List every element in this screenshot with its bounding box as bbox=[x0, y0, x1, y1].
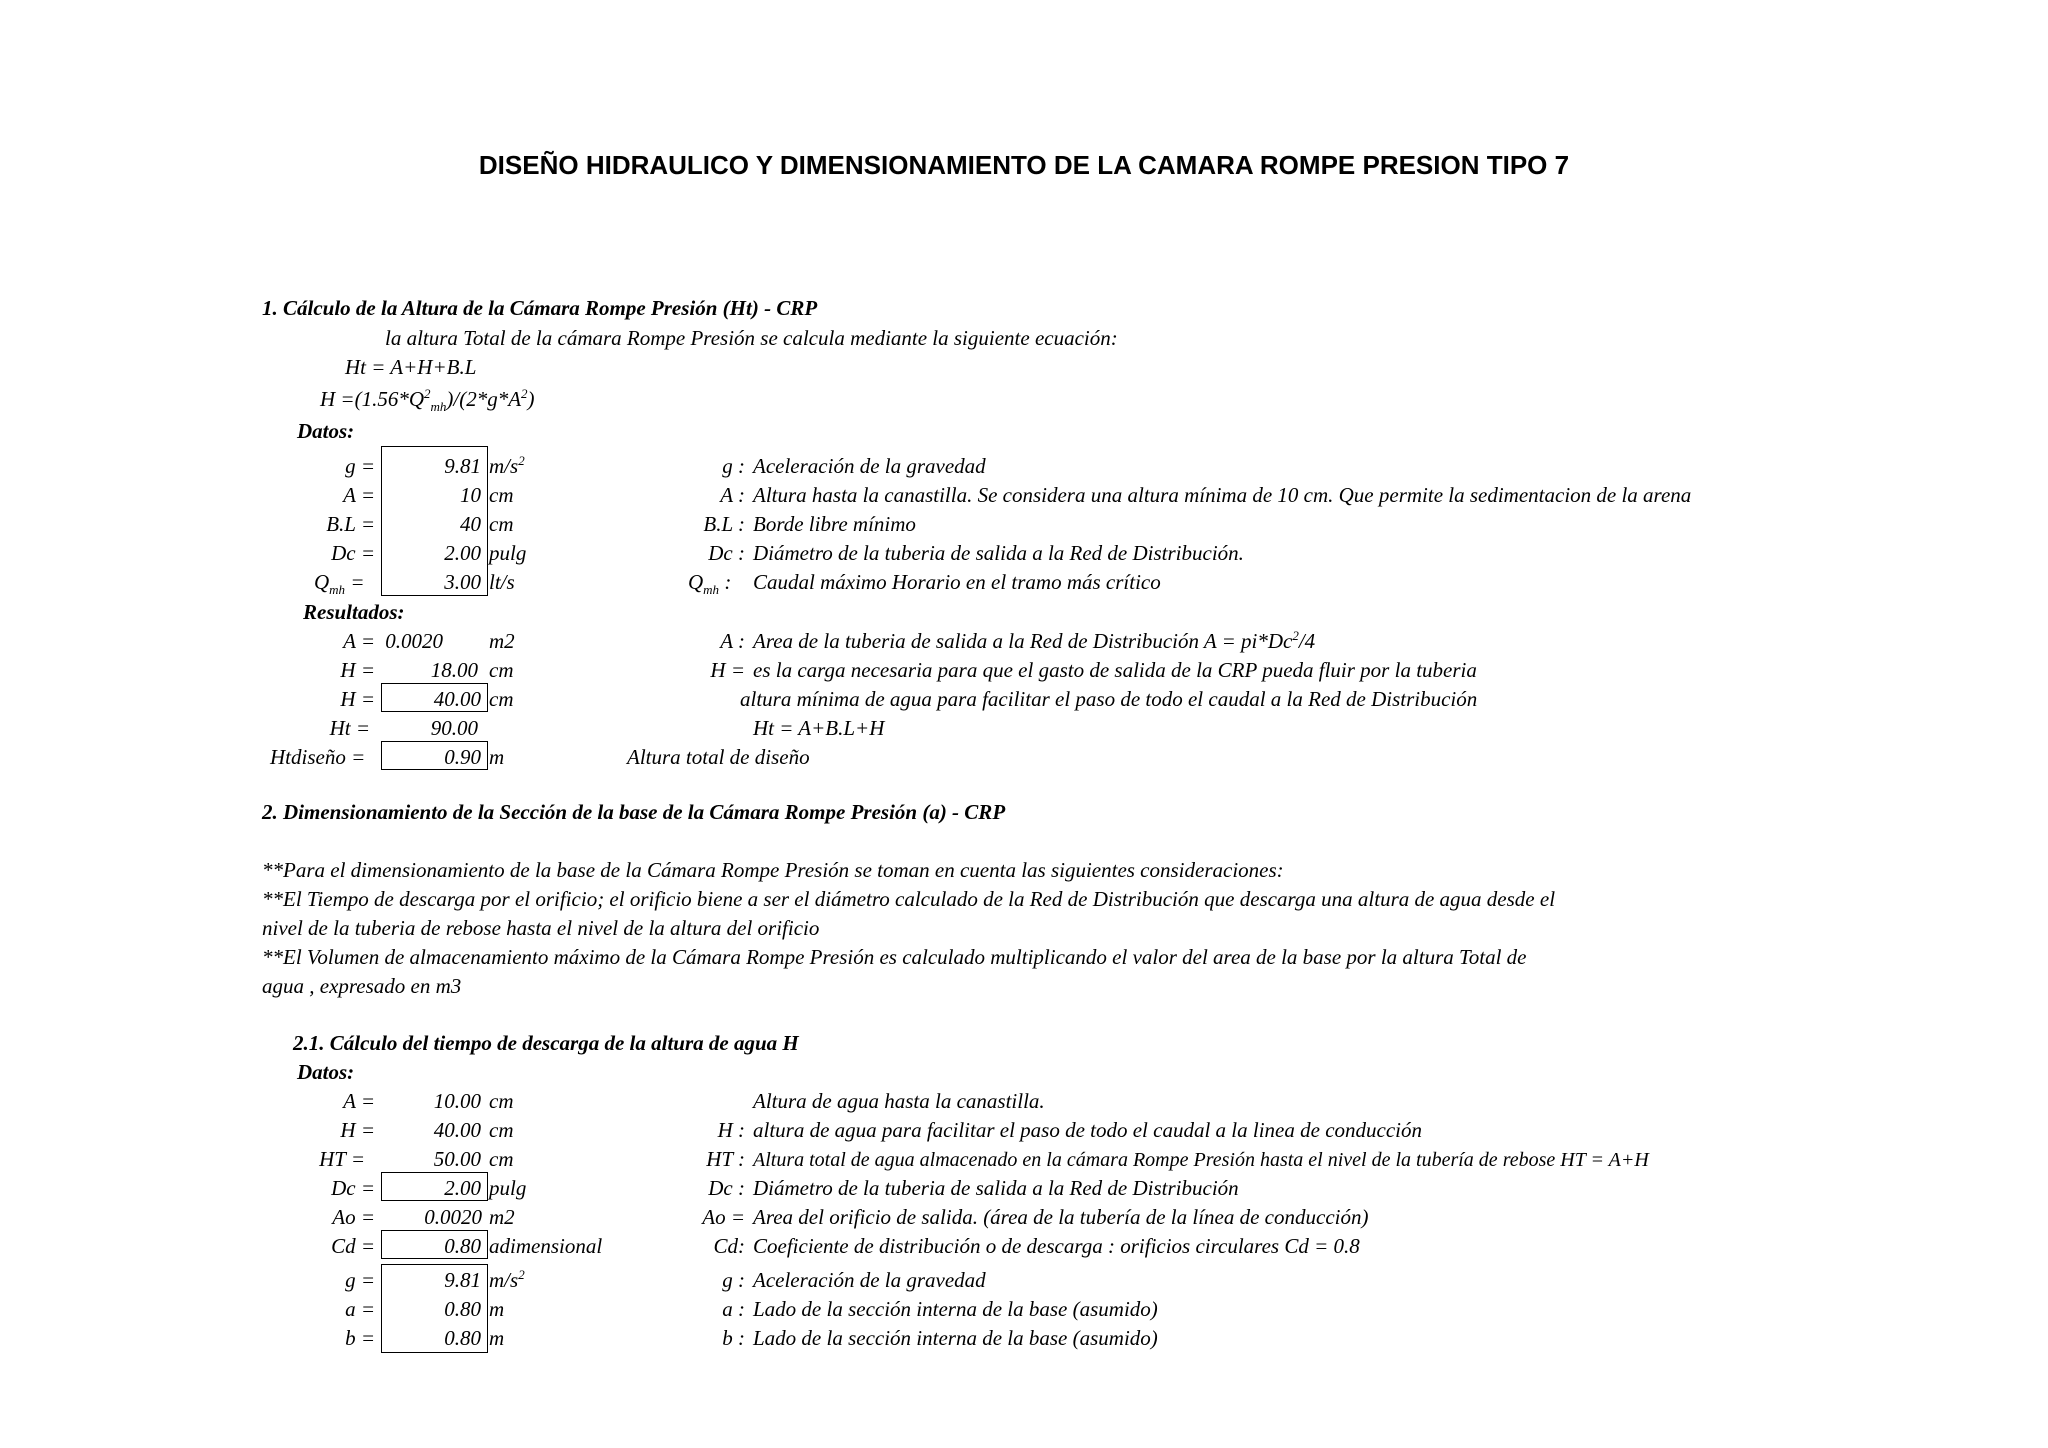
row-value: 9.81 bbox=[444, 454, 481, 478]
unit-text: m/s bbox=[489, 1268, 519, 1292]
row-unit: cm bbox=[489, 483, 514, 507]
label-eq: = bbox=[350, 570, 365, 594]
row-value: 90.00 bbox=[430, 716, 478, 740]
datos-label: Datos: bbox=[297, 419, 355, 443]
section-1-heading: 1. Cálculo de la Altura de la Cámara Rompe Presión (Ht) - CRP bbox=[262, 296, 818, 320]
row-symbol: HT : bbox=[706, 1147, 745, 1171]
row-label: Dc = bbox=[331, 541, 375, 565]
row-value: 0.80 bbox=[444, 1234, 481, 1258]
row-symbol: Dc : bbox=[708, 541, 745, 565]
row-label: Ao = bbox=[332, 1205, 375, 1229]
row-description: altura de agua para facilitar el paso de todo el caudal a la linea de conducción bbox=[753, 1118, 1422, 1142]
row-value: 18.00 bbox=[430, 658, 478, 682]
row-unit: cm bbox=[489, 1118, 514, 1142]
row-label: a = bbox=[345, 1297, 375, 1321]
row-description: Area del orificio de salida. (área de la tubería de la línea de conducción) bbox=[753, 1205, 1369, 1229]
eq-h-sub: mh bbox=[430, 399, 447, 415]
row-unit: cm bbox=[489, 1089, 514, 1113]
section-2-note: **Para el dimensionamiento de la base de la Cámara Rompe Presión se toman en cuenta las siguientes consideraciones: bbox=[262, 858, 1284, 882]
row-description: Aceleración de la gravedad bbox=[753, 454, 986, 478]
eq-h-part2: )/(2*g*A bbox=[446, 387, 522, 411]
row-label: H = bbox=[340, 658, 375, 682]
row-unit: pulg bbox=[489, 541, 527, 565]
row-symbol: A : bbox=[720, 483, 745, 507]
row-unit: cm bbox=[489, 512, 514, 536]
row-unit: m2 bbox=[489, 1205, 515, 1229]
row-symbol: Ao = bbox=[702, 1205, 745, 1229]
row-unit bbox=[489, 453, 525, 478]
row-value: 3.00 bbox=[444, 570, 481, 594]
section-2-note: **El Volumen de almacenamiento máximo de la Cámara Rompe Presión es calculado multiplicando el valor del area de la base por la altura Total de bbox=[262, 945, 1527, 969]
row-value: 40 bbox=[460, 512, 481, 536]
row-unit: cm bbox=[489, 687, 514, 711]
section-2-note: **El Tiempo de descarga por el orificio; el orificio biene a ser el diámetro calculado de la Red de Distribución que descarga una altura de agua desde el bbox=[262, 887, 1556, 911]
row-symbol bbox=[688, 570, 732, 598]
row-value: 0.80 bbox=[444, 1297, 481, 1321]
row-label: Ht = bbox=[329, 716, 370, 740]
section-2-note: agua , expresado en m3 bbox=[262, 974, 462, 998]
row-description: Lado de la sección interna de la base (asumido) bbox=[753, 1297, 1158, 1321]
row-description: Lado de la sección interna de la base (asumido) bbox=[753, 1326, 1158, 1350]
row-label: Dc = bbox=[331, 1176, 375, 1200]
row-symbol: a : bbox=[722, 1297, 745, 1321]
section-2-note: nivel de la tuberia de rebose hasta el nivel de la altura del orificio bbox=[262, 916, 820, 940]
row-label: g = bbox=[345, 454, 375, 478]
row-symbol: g : bbox=[722, 1268, 745, 1292]
row-description: Caudal máximo Horario en el tramo más crítico bbox=[753, 570, 1161, 594]
row-description: Altura total de diseño bbox=[627, 745, 810, 769]
row-description: Diámetro de la tuberia de salida a la Red de Distribución. bbox=[753, 541, 1244, 565]
row-value: 0.0020 bbox=[424, 1205, 482, 1229]
row-description: Coeficiente de distribución o de descarga : orificios circulares Cd = 0.8 bbox=[753, 1234, 1360, 1258]
row-value: 0.80 bbox=[444, 1326, 481, 1350]
row-unit: cm bbox=[489, 1147, 514, 1171]
desc-text: Area de la tuberia de salida a la Red de Distribución A = pi*Dc bbox=[753, 629, 1293, 653]
datos-label-2: Datos: bbox=[297, 1060, 355, 1084]
row-description: Ht = A+B.L+H bbox=[753, 716, 885, 740]
row-symbol: b : bbox=[722, 1326, 745, 1350]
row-label: H = bbox=[340, 687, 375, 711]
row-value: 0.90 bbox=[444, 745, 481, 769]
label-text: Q bbox=[314, 570, 330, 594]
row-label: b = bbox=[345, 1326, 375, 1350]
row-symbol: H = bbox=[710, 658, 745, 682]
eq-h-sup2: 2 bbox=[521, 386, 528, 401]
row-value: 2.00 bbox=[444, 541, 481, 565]
desc-sup: 2 bbox=[1292, 628, 1299, 643]
row-label bbox=[314, 570, 365, 598]
row-unit: cm bbox=[489, 658, 514, 682]
row-symbol: g : bbox=[722, 454, 745, 478]
row-description: es la carga necesaria para que el gasto de salida de la CRP pueda fluir por la tuberia bbox=[753, 658, 1477, 682]
row-unit bbox=[489, 1267, 525, 1292]
row-value: 2.00 bbox=[444, 1176, 481, 1200]
eq-h-part3: ) bbox=[527, 387, 535, 411]
row-unit: adimensional bbox=[489, 1234, 603, 1258]
row-description: Borde libre mínimo bbox=[753, 512, 916, 536]
row-value: 50.00 bbox=[433, 1147, 481, 1171]
equation-ht: Ht = A+H+B.L bbox=[345, 355, 477, 379]
sym-sub: mh bbox=[703, 582, 720, 598]
row-label: A = bbox=[343, 1089, 375, 1113]
row-unit: pulg bbox=[489, 1176, 527, 1200]
row-unit: lt/s bbox=[489, 570, 515, 594]
row-description: Altura de agua hasta la canastilla. bbox=[753, 1089, 1045, 1113]
eq-h-part1: H =(1.56*Q bbox=[320, 387, 424, 411]
row-label: Cd = bbox=[331, 1234, 375, 1258]
unit-text: m/s bbox=[489, 454, 519, 478]
label-sub: mh bbox=[329, 582, 346, 598]
resultados-label: Resultados: bbox=[303, 600, 405, 624]
row-description: Altura total de agua almacenado en la cámara Rompe Presión hasta el nivel de la tubería de rebose HT = A+H bbox=[753, 1149, 1649, 1171]
row-symbol: B.L : bbox=[703, 512, 745, 536]
row-description bbox=[753, 628, 1316, 653]
row-description: altura mínima de agua para facilitar el paso de todo el caudal a la Red de Distribución bbox=[740, 687, 1478, 711]
section-2-heading: 2. Dimensionamiento de la Sección de la base de la Cámara Rompe Presión (a) - CRP bbox=[262, 800, 1006, 824]
row-description: Diámetro de la tuberia de salida a la Red de Distribución bbox=[753, 1176, 1239, 1200]
row-description: Altura hasta la canastilla. Se considera una altura mínima de 10 cm. Que permite la sedimentacion de la arena bbox=[753, 483, 1692, 507]
row-unit: m bbox=[489, 745, 505, 769]
row-value: 40.00 bbox=[433, 687, 481, 711]
row-label: Htdiseño = bbox=[270, 745, 366, 769]
row-label: HT = bbox=[319, 1147, 365, 1171]
row-unit: m2 bbox=[489, 629, 515, 653]
row-label: B.L = bbox=[326, 512, 375, 536]
unit-sup: 2 bbox=[518, 453, 525, 468]
row-symbol: H : bbox=[717, 1118, 745, 1142]
row-description: Aceleración de la gravedad bbox=[753, 1268, 986, 1292]
row-symbol: Cd: bbox=[713, 1234, 745, 1258]
unit-sup: 2 bbox=[518, 1267, 525, 1282]
row-label: g = bbox=[345, 1268, 375, 1292]
row-label: A = bbox=[343, 629, 375, 653]
desc-tail: /4 bbox=[1298, 629, 1316, 653]
section-1-intro: la altura Total de la cámara Rompe Presión se calcula mediante la siguiente ecuación: bbox=[385, 326, 1118, 350]
eq-h-sup1: 2 bbox=[424, 386, 431, 401]
row-value: 40.00 bbox=[433, 1118, 481, 1142]
section-2-1-heading: 2.1. Cálculo del tiempo de descarga de la altura de agua H bbox=[293, 1031, 799, 1055]
row-value: 10 bbox=[460, 483, 481, 507]
equation-h bbox=[320, 386, 535, 415]
row-symbol: Dc : bbox=[708, 1176, 745, 1200]
row-label: H = bbox=[340, 1118, 375, 1142]
row-symbol: A : bbox=[720, 629, 745, 653]
page-title: DISEÑO HIDRAULICO Y DIMENSIONAMIENTO DE LA CAMARA ROMPE PRESION TIPO 7 bbox=[478, 150, 1570, 180]
row-unit: m bbox=[489, 1297, 505, 1321]
sym-colon: : bbox=[724, 570, 732, 594]
row-value: 10.00 bbox=[433, 1089, 481, 1113]
row-label: A = bbox=[343, 483, 375, 507]
sym-text: Q bbox=[688, 570, 704, 594]
row-unit: m bbox=[489, 1326, 505, 1350]
row-value: 9.81 bbox=[444, 1268, 481, 1292]
row-value: 0.0020 bbox=[385, 629, 443, 653]
